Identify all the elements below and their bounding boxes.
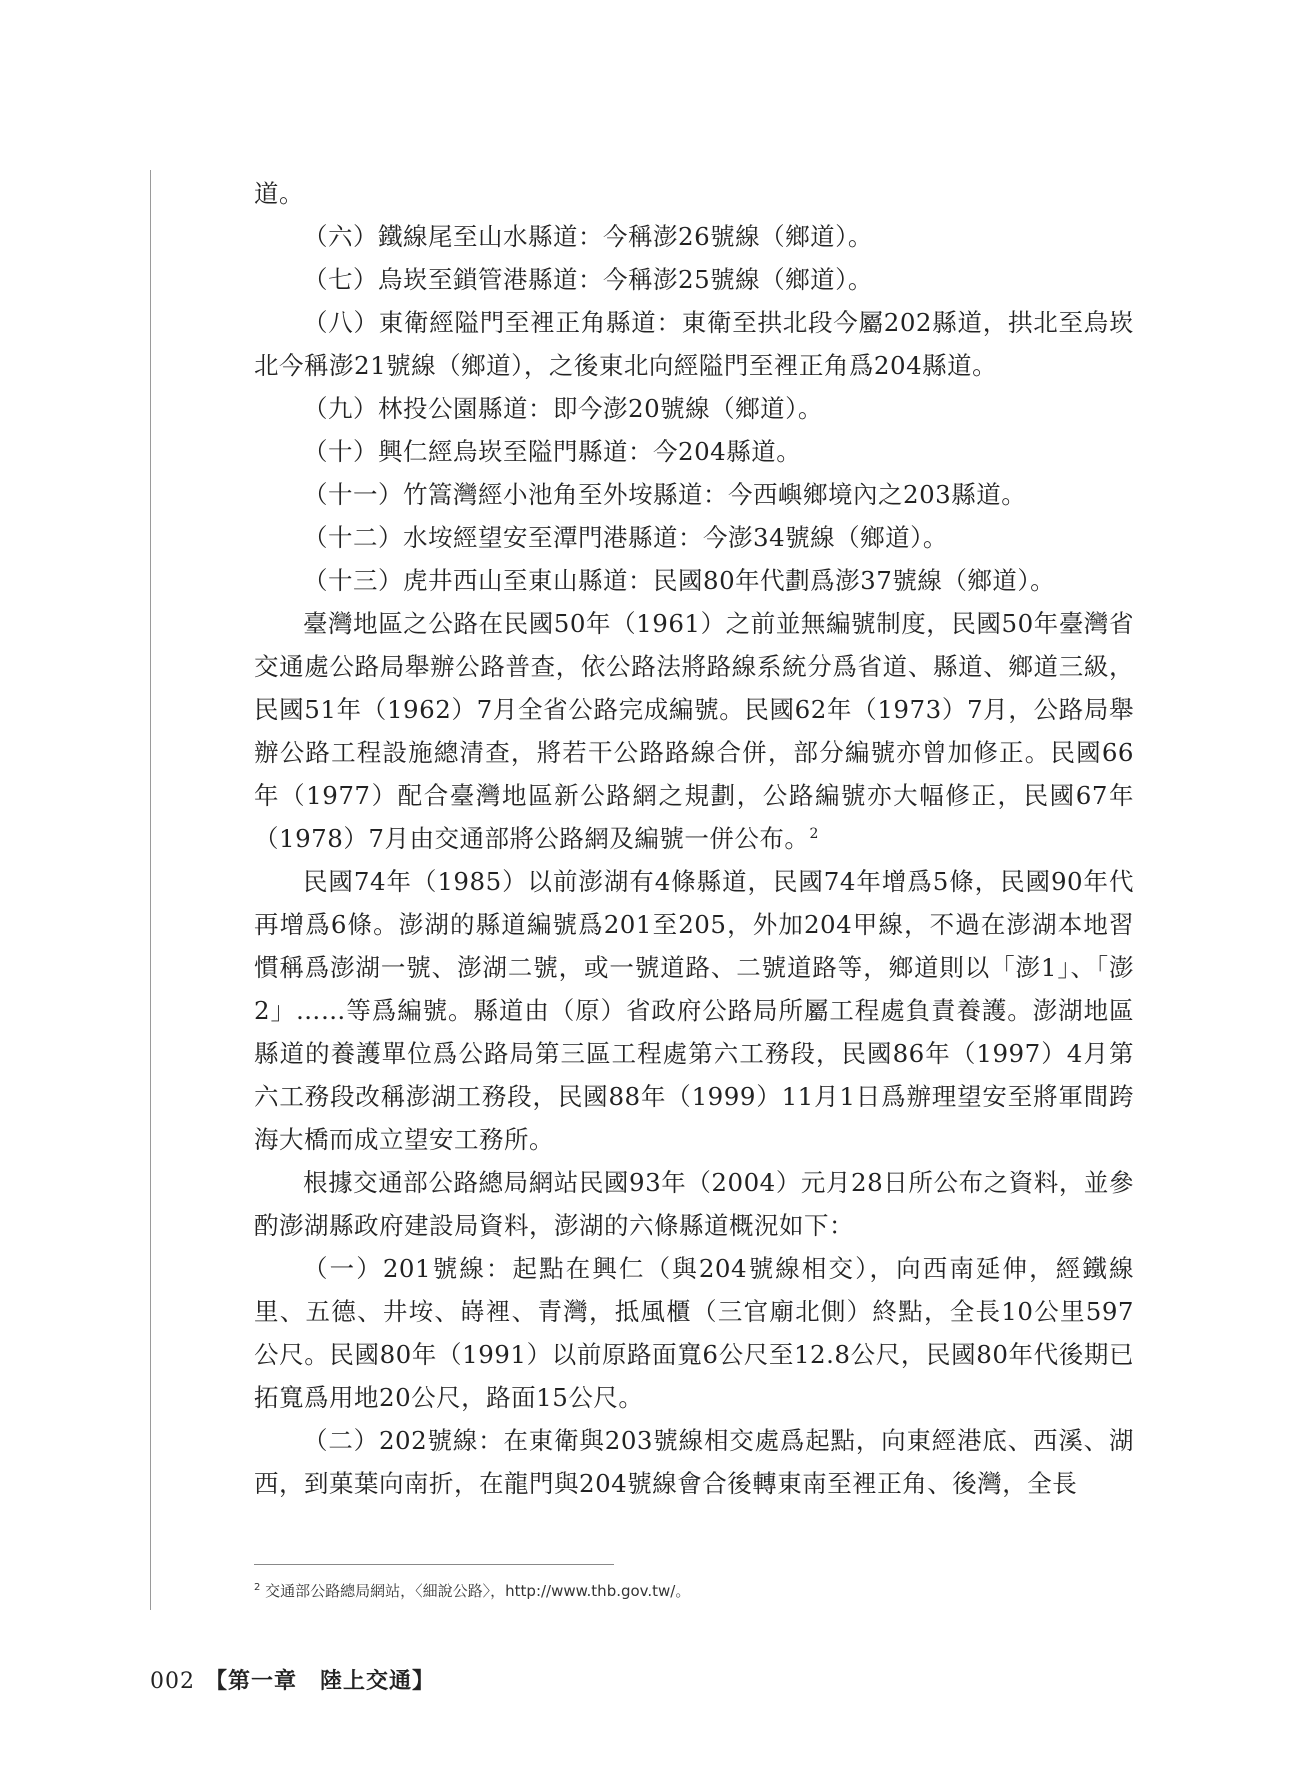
footnote-reference: 2	[809, 825, 819, 842]
chapter-title: 【第一章 陸上交通】	[205, 1668, 436, 1694]
margin-rule	[150, 170, 151, 1610]
footnote-marker: 2	[254, 1582, 261, 1593]
list-item: （六）鐵線尾至山水縣道：今稱澎26號線（鄉道）。	[303, 222, 873, 251]
paragraph: 根據交通部公路總局網站民國93年（2004）元月28日所公布之資料，並參酌澎湖縣政府建設局資料，澎湖的六條縣道概況如下：	[254, 1168, 1134, 1240]
list-item: （十）興仁經烏崁至隘門縣道：今204縣道。	[303, 437, 802, 466]
footnote	[254, 1580, 1134, 1601]
page-footer	[150, 1664, 435, 1695]
paragraph	[254, 602, 1134, 860]
paragraph-text: 臺灣地區之公路在民國50年（1961）之前並無編號制度，民國50年臺灣省交通處公路局舉辦公路普查，依公路法將路線系統分爲省道、縣道、鄉道三級，民國51年（1962）7月全省公路完成編號。民國62年（1973）7月，公路局舉辦公路工程設施總清查，將若干公路路線合併，部分編號亦曾加修正。民國66年（1977）配合臺灣地區新公路網之規劃，公路編號亦大幅修正，民國67年（1978）7月由交通部將公路網及編號一併公布。	[254, 609, 1134, 853]
footnote-text: 交通部公路總局網站，〈細說公路〉，http://www.thb.gov.tw/。	[265, 1582, 691, 1600]
list-item: （九）林投公園縣道：即今澎20號線（鄉道）。	[303, 394, 823, 423]
list-item: （八）東衛經隘門至裡正角縣道：東衛至拱北段今屬202縣道，拱北至烏崁北今稱澎21號線（鄉道），之後東北向經隘門至裡正角爲204縣道。	[254, 308, 1134, 380]
continuation-text: 道。	[254, 179, 304, 208]
list-item: （十二）水垵經望安至潭門港縣道：今澎34號線（鄉道）。	[303, 523, 948, 552]
list-item: （十三）虎井西山至東山縣道：民國80年代劃爲澎37號線（鄉道）。	[303, 566, 1056, 595]
list-item: （二）202號線：在東衛與203號線相交處爲起點，向東經港底、西溪、湖西，到菓葉向南折，在龍門與204號線會合後轉東南至裡正角、後灣，全長	[254, 1426, 1134, 1498]
list-item: （十一）竹篙灣經小池角至外垵縣道：今西嶼鄉境內之203縣道。	[303, 480, 1027, 509]
footnote-rule	[254, 1564, 614, 1565]
list-item: （七）烏崁至鎖管港縣道：今稱澎25號線（鄉道）。	[303, 265, 873, 294]
page-number: 002	[150, 1669, 195, 1694]
paragraph: 民國74年（1985）以前澎湖有4條縣道，民國74年增爲5條，民國90年代再增爲6條。澎湖的縣道編號爲201至205，外加204甲線，不過在澎湖本地習慣稱爲澎湖一號、澎湖二號，或一號道路、二號道路等，鄉道則以「澎1」、「澎2」……等爲編號。縣道由（原）省政府公路局所屬工程處負責養護。澎湖地區縣道的養護單位爲公路局第三區工程處第六工務段，民國86年（1997）4月第六工務段改稱澎湖工務段，民國88年（1999）11月1日爲辦理望安至將軍間跨海大橋而成立望安工務所。	[254, 867, 1134, 1154]
body-text	[254, 172, 1134, 1505]
list-item: （一）201號線：起點在興仁（與204號線相交），向西南延伸，經鐵線里、五德、井垵、嵵裡、青灣，抵風櫃（三官廟北側）終點，全長10公里597公尺。民國80年（1991）以前原路面寬6公尺至12.8公尺，民國80年代後期已拓寬爲用地20公尺，路面15公尺。	[254, 1254, 1134, 1412]
